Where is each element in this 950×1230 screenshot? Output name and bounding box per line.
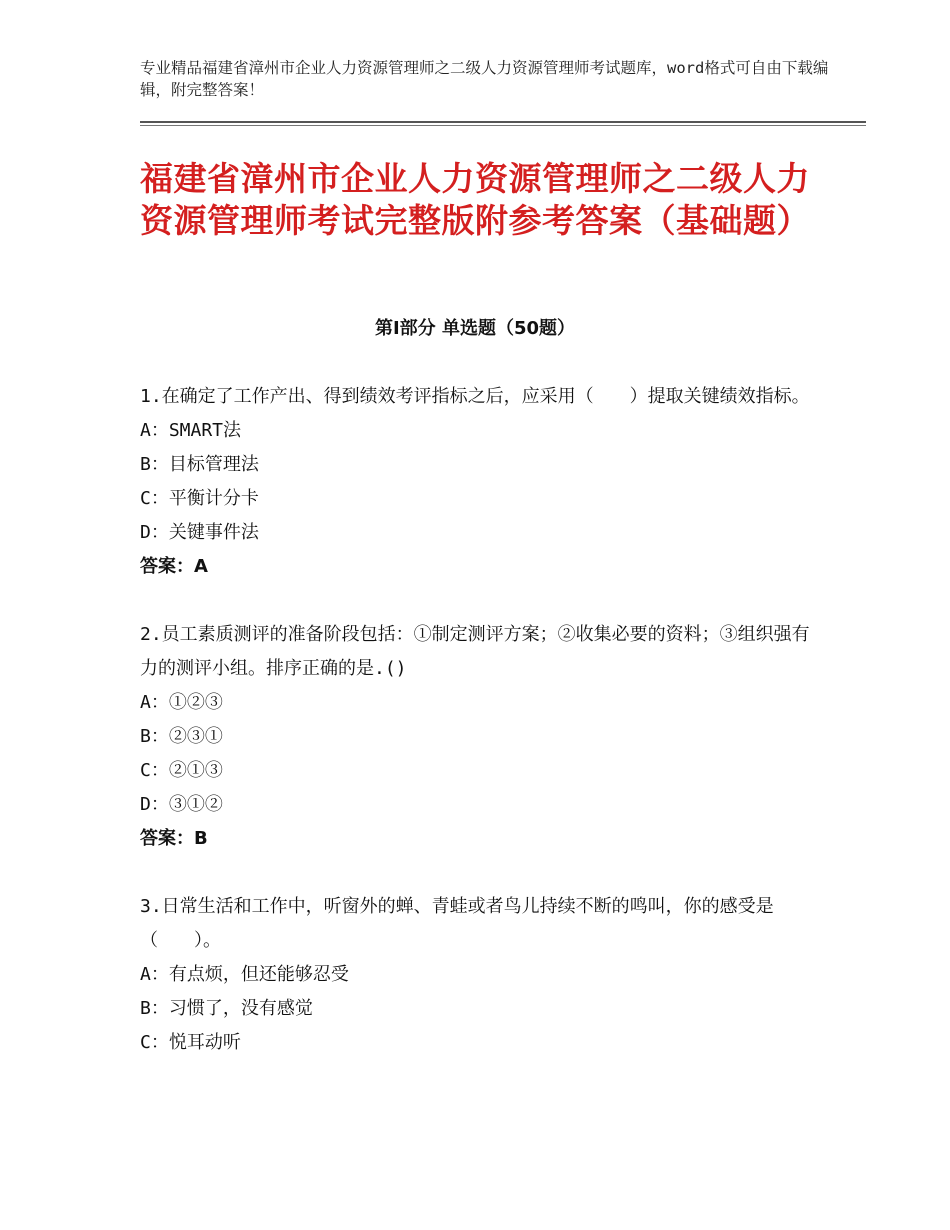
document-title: 福建省漳州市企业人力资源管理师之二级人力资源管理师考试完整版附参考答案（基础题） — [140, 159, 810, 240]
question-stem: 3.日常生活和工作中，听窗外的蝉、青蛙或者鸟儿持续不断的鸣叫，你的感受是（ ）。 — [140, 896, 774, 951]
option-a: A：①②③ — [140, 692, 223, 713]
header-divider-thin — [140, 125, 866, 126]
option-d: D：③①② — [140, 794, 223, 815]
question-stem: 1.在确定了工作产出、得到绩效考评指标之后，应采用（ ）提取关键绩效指标。 — [140, 386, 810, 407]
question-list — [140, 380, 810, 1094]
option-c: C：平衡计分卡 — [140, 488, 259, 509]
answer-line: 答案：A — [140, 556, 208, 577]
option-a: A：有点烦，但还能够忍受 — [140, 964, 349, 985]
option-a: A：SMART法 — [140, 420, 242, 441]
header-note: 专业精品福建省漳州市企业人力资源管理师之二级人力资源管理师考试题库，word格式可自由下载编辑，附完整答案！ — [140, 59, 829, 99]
option-b: B：②③① — [140, 726, 223, 747]
option-c: C：②①③ — [140, 760, 223, 781]
answer-line: 答案：B — [140, 828, 208, 849]
option-b: B：习惯了，没有感觉 — [140, 998, 313, 1019]
question-stem: 2.员工素质测评的准备阶段包括：①制定测评方案；②收集必要的资料；③组织强有力的测评小组。排序正确的是.() — [140, 624, 810, 679]
header-divider-thick — [140, 121, 866, 123]
option-d: D：关键事件法 — [140, 522, 259, 543]
question-1 — [140, 380, 810, 584]
option-c: C：悦耳动听 — [140, 1032, 241, 1053]
question-2 — [140, 618, 810, 856]
section-heading: 第Ⅰ部分 单选题（50题） — [374, 318, 575, 339]
question-3 — [140, 890, 810, 1060]
option-b: B：目标管理法 — [140, 454, 259, 475]
